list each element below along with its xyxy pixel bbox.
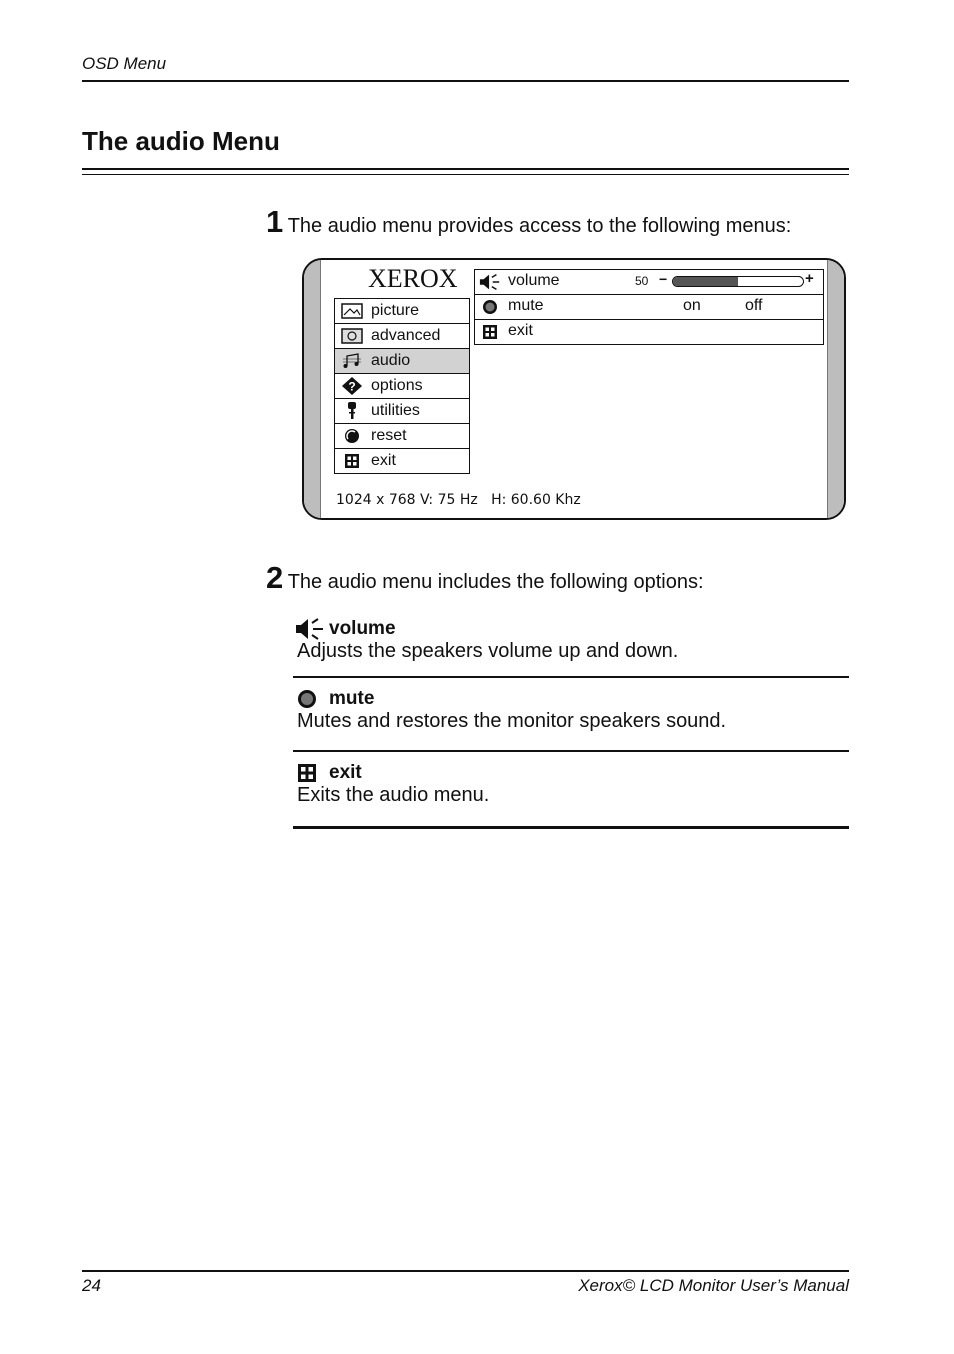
osd-menu-item-utilities[interactable] [335, 399, 469, 424]
volume-slider-fill [673, 277, 738, 286]
osd-menu-label: picture [371, 302, 420, 319]
volume-value: 50 [635, 274, 649, 288]
osd-main-menu [334, 298, 470, 474]
osd-menu-item-exit[interactable] [335, 449, 469, 473]
step-1 [266, 204, 791, 240]
option-description: Adjusts the speakers volume up and down. [297, 640, 679, 662]
osd-bezel-left [304, 260, 321, 518]
svg-text:?: ? [348, 379, 356, 394]
picture-icon [341, 302, 363, 320]
mute-circle-icon [297, 689, 317, 709]
header-rule [82, 80, 849, 82]
osd-menu-item-audio[interactable] [335, 349, 469, 374]
osd-audio-submenu [474, 269, 824, 345]
option-divider-final [293, 826, 849, 829]
step-1-text: The audio menu provides access to the following menus: [287, 215, 792, 237]
xerox-logo: XEROX [368, 264, 458, 293]
manual-title: Xerox© LCD Monitor User’s Manual [578, 1276, 849, 1295]
option-title: exit [329, 762, 362, 783]
osd-menu-item-options[interactable] [335, 374, 469, 399]
osd-screen [302, 258, 846, 520]
osd-menu-label: reset [371, 427, 407, 444]
speaker-icon [479, 273, 501, 291]
step-2 [266, 560, 704, 596]
volume-label: volume [508, 272, 560, 289]
mute-label: mute [508, 297, 544, 314]
option-exit [293, 762, 849, 807]
mute-circle-icon [479, 298, 501, 316]
mute-on-option[interactable]: on [683, 297, 701, 314]
mute-off-option[interactable]: off [745, 297, 763, 314]
option-mute-title-row [293, 688, 849, 710]
audio-icon [341, 352, 363, 370]
step-2-number: 2 [266, 560, 284, 595]
step-2-text: The audio menu includes the following options: [287, 571, 704, 593]
advanced-icon [341, 327, 363, 345]
option-description: Exits the audio menu. [297, 784, 490, 806]
osd-menu-label: advanced [371, 327, 441, 344]
option-description: Mutes and restores the monitor speakers sound. [297, 710, 727, 732]
osd-menu-item-advanced[interactable] [335, 324, 469, 349]
footer-rule [82, 1270, 849, 1272]
option-volume-title-row [293, 618, 849, 640]
option-mute [293, 688, 849, 733]
option-divider [293, 676, 849, 678]
osd-menu-label: exit [371, 452, 396, 469]
osd-mute-row[interactable] [475, 295, 823, 320]
exit-icon [341, 452, 363, 470]
volume-slider[interactable] [672, 276, 804, 287]
option-volume [293, 618, 849, 663]
option-title: mute [329, 688, 375, 709]
header-section-label: OSD Menu [82, 54, 167, 73]
volume-increase[interactable]: + [805, 270, 814, 287]
option-title: volume [329, 618, 396, 639]
step-1-number: 1 [266, 204, 284, 239]
exit-label: exit [508, 322, 533, 339]
osd-menu-label: options [371, 377, 423, 394]
page-number: 24 [82, 1276, 101, 1295]
page-title: The audio Menu [82, 126, 280, 156]
option-divider [293, 750, 849, 752]
reset-icon [341, 427, 363, 445]
osd-menu-item-picture[interactable] [335, 299, 469, 324]
osd-exit-row[interactable] [475, 320, 823, 344]
options-icon [341, 377, 363, 395]
option-exit-title-row [293, 762, 849, 784]
osd-volume-row[interactable] [475, 270, 823, 295]
title-rule-bottom [82, 174, 849, 175]
osd-bezel-right [827, 260, 844, 518]
speaker-icon [295, 618, 325, 640]
title-rule-top [82, 168, 849, 170]
osd-menu-item-reset[interactable] [335, 424, 469, 449]
osd-status-line: 1024 x 768 V: 75 Hz H: 60.60 Khz [336, 492, 581, 508]
osd-menu-label: audio [371, 352, 411, 369]
utilities-icon [341, 402, 363, 420]
exit-grid-icon [297, 763, 317, 783]
volume-decrease[interactable]: − [659, 271, 668, 287]
osd-menu-label: utilities [371, 402, 420, 419]
exit-grid-icon [479, 323, 501, 341]
